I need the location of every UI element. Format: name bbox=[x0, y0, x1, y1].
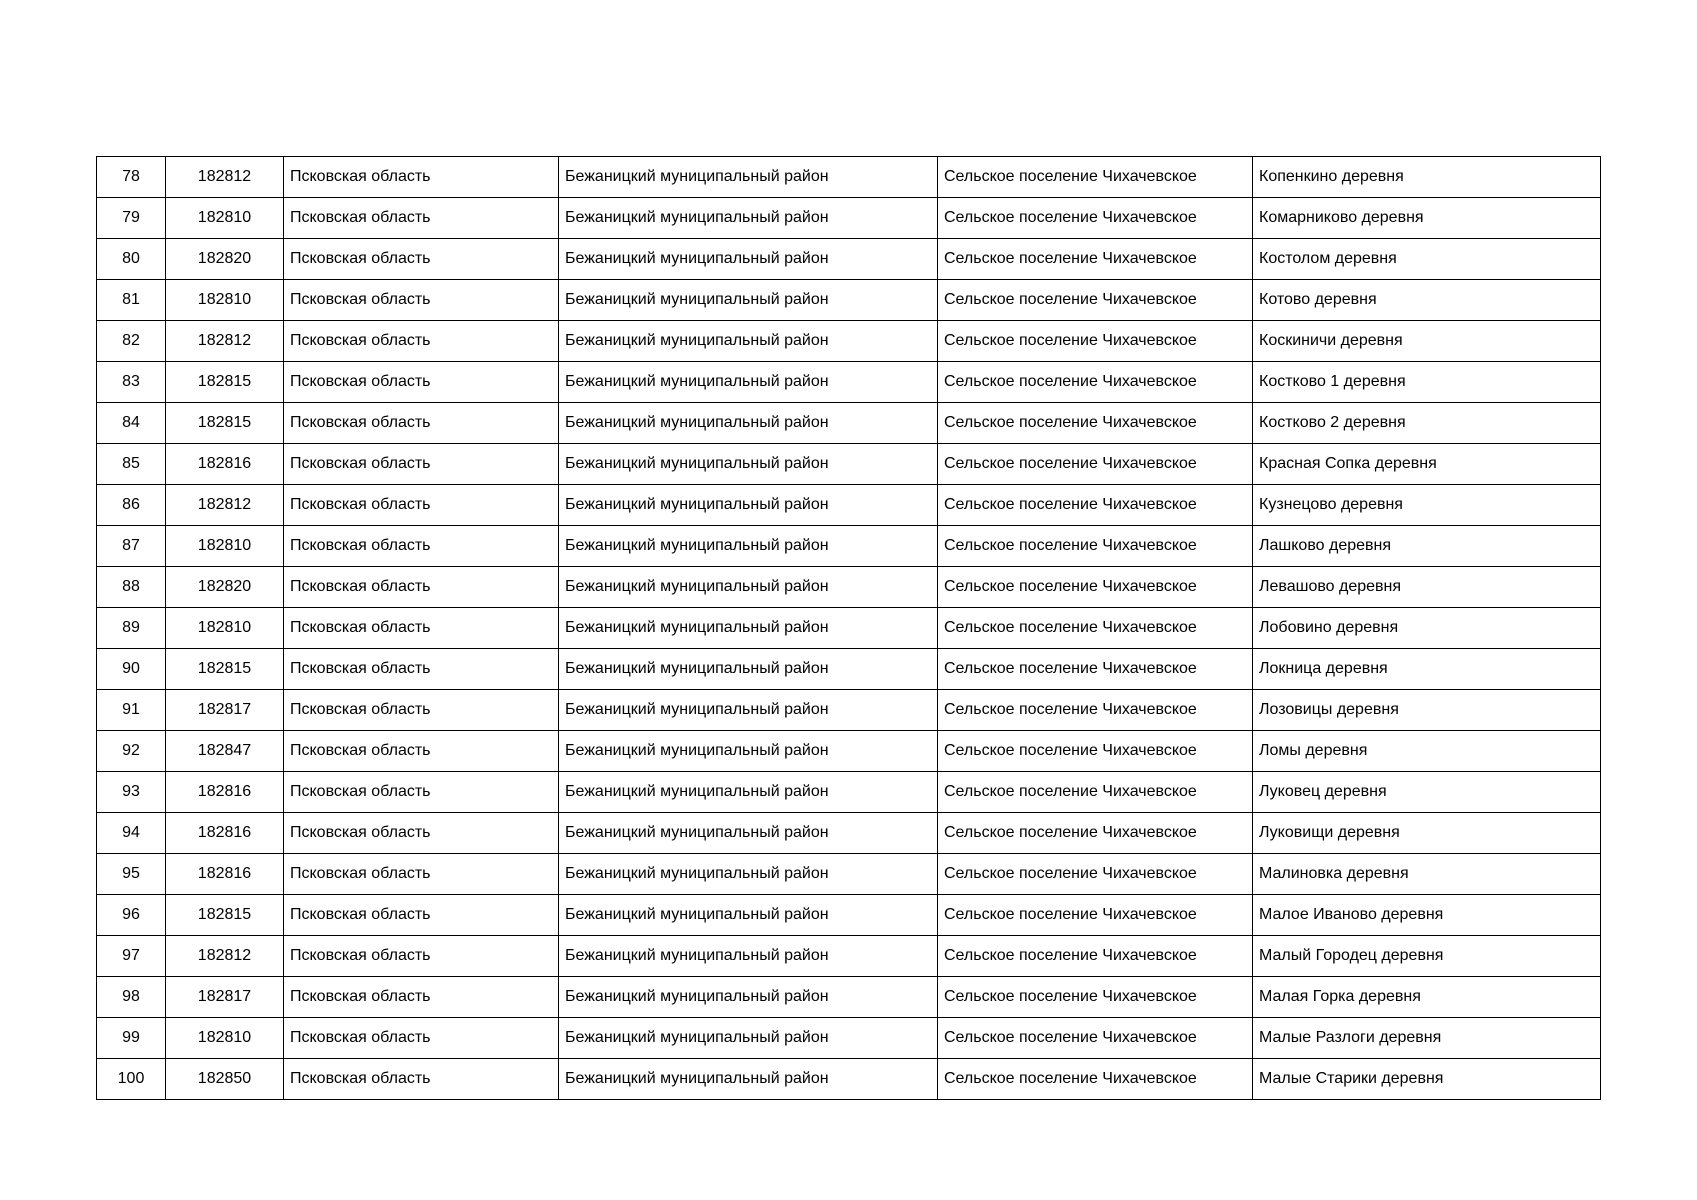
table-row bbox=[97, 936, 1601, 977]
locality-cell: Костково 1 деревня bbox=[1253, 362, 1601, 403]
settlement-cell: Сельское поселение Чихачевское bbox=[938, 362, 1253, 403]
settlement-cell: Сельское поселение Чихачевское bbox=[938, 608, 1253, 649]
row-number-cell: 82 bbox=[97, 321, 166, 362]
locality-cell: Кузнецово деревня bbox=[1253, 485, 1601, 526]
district-cell: Бежаницкий муниципальный район bbox=[559, 854, 938, 895]
table-row bbox=[97, 1059, 1601, 1100]
region-cell: Псковская область bbox=[284, 157, 559, 198]
locality-cell: Малые Разлоги деревня bbox=[1253, 1018, 1601, 1059]
district-cell: Бежаницкий муниципальный район bbox=[559, 1018, 938, 1059]
row-number-cell: 80 bbox=[97, 239, 166, 280]
locality-cell: Лашково деревня bbox=[1253, 526, 1601, 567]
postal-code-cell: 182816 bbox=[166, 854, 284, 895]
row-number-cell: 81 bbox=[97, 280, 166, 321]
postal-code-cell: 182816 bbox=[166, 813, 284, 854]
locality-cell: Лозовицы деревня bbox=[1253, 690, 1601, 731]
district-cell: Бежаницкий муниципальный район bbox=[559, 936, 938, 977]
table-row bbox=[97, 649, 1601, 690]
settlement-cell: Сельское поселение Чихачевское bbox=[938, 485, 1253, 526]
table-row bbox=[97, 567, 1601, 608]
postal-code-cell: 182850 bbox=[166, 1059, 284, 1100]
locality-cell: Костково 2 деревня bbox=[1253, 403, 1601, 444]
postal-code-cell: 182812 bbox=[166, 321, 284, 362]
row-number-cell: 78 bbox=[97, 157, 166, 198]
district-cell: Бежаницкий муниципальный район bbox=[559, 321, 938, 362]
locality-cell: Луковец деревня bbox=[1253, 772, 1601, 813]
postal-code-cell: 182816 bbox=[166, 772, 284, 813]
postal-code-cell: 182812 bbox=[166, 485, 284, 526]
district-cell: Бежаницкий муниципальный район bbox=[559, 813, 938, 854]
postal-code-cell: 182817 bbox=[166, 977, 284, 1018]
table-row bbox=[97, 444, 1601, 485]
region-cell: Псковская область bbox=[284, 895, 559, 936]
district-cell: Бежаницкий муниципальный район bbox=[559, 649, 938, 690]
settlements-table bbox=[96, 156, 1601, 1100]
table-row bbox=[97, 690, 1601, 731]
row-number-cell: 93 bbox=[97, 772, 166, 813]
region-cell: Псковская область bbox=[284, 403, 559, 444]
postal-code-cell: 182810 bbox=[166, 198, 284, 239]
row-number-cell: 88 bbox=[97, 567, 166, 608]
row-number-cell: 97 bbox=[97, 936, 166, 977]
table-row bbox=[97, 526, 1601, 567]
postal-code-cell: 182815 bbox=[166, 362, 284, 403]
row-number-cell: 84 bbox=[97, 403, 166, 444]
settlement-cell: Сельское поселение Чихачевское bbox=[938, 444, 1253, 485]
settlement-cell: Сельское поселение Чихачевское bbox=[938, 813, 1253, 854]
region-cell: Псковская область bbox=[284, 239, 559, 280]
district-cell: Бежаницкий муниципальный район bbox=[559, 731, 938, 772]
locality-cell: Локница деревня bbox=[1253, 649, 1601, 690]
document-page bbox=[96, 156, 1600, 1100]
locality-cell: Красная Сопка деревня bbox=[1253, 444, 1601, 485]
settlement-cell: Сельское поселение Чихачевское bbox=[938, 239, 1253, 280]
locality-cell: Малые Старики деревня bbox=[1253, 1059, 1601, 1100]
region-cell: Псковская область bbox=[284, 1018, 559, 1059]
row-number-cell: 89 bbox=[97, 608, 166, 649]
postal-code-cell: 182810 bbox=[166, 280, 284, 321]
district-cell: Бежаницкий муниципальный район bbox=[559, 1059, 938, 1100]
locality-cell: Левашово деревня bbox=[1253, 567, 1601, 608]
table-row bbox=[97, 731, 1601, 772]
region-cell: Псковская область bbox=[284, 280, 559, 321]
district-cell: Бежаницкий муниципальный район bbox=[559, 362, 938, 403]
table-row bbox=[97, 403, 1601, 444]
region-cell: Псковская область bbox=[284, 608, 559, 649]
table-row bbox=[97, 772, 1601, 813]
table-row bbox=[97, 1018, 1601, 1059]
postal-code-cell: 182847 bbox=[166, 731, 284, 772]
locality-cell: Малая Горка деревня bbox=[1253, 977, 1601, 1018]
postal-code-cell: 182815 bbox=[166, 649, 284, 690]
row-number-cell: 95 bbox=[97, 854, 166, 895]
district-cell: Бежаницкий муниципальный район bbox=[559, 608, 938, 649]
postal-code-cell: 182810 bbox=[166, 526, 284, 567]
district-cell: Бежаницкий муниципальный район bbox=[559, 485, 938, 526]
district-cell: Бежаницкий муниципальный район bbox=[559, 526, 938, 567]
locality-cell: Малый Городец деревня bbox=[1253, 936, 1601, 977]
table-row bbox=[97, 239, 1601, 280]
region-cell: Псковская область bbox=[284, 731, 559, 772]
settlement-cell: Сельское поселение Чихачевское bbox=[938, 649, 1253, 690]
postal-code-cell: 182812 bbox=[166, 936, 284, 977]
region-cell: Псковская область bbox=[284, 936, 559, 977]
row-number-cell: 92 bbox=[97, 731, 166, 772]
table-row bbox=[97, 485, 1601, 526]
postal-code-cell: 182820 bbox=[166, 567, 284, 608]
locality-cell: Лобовино деревня bbox=[1253, 608, 1601, 649]
postal-code-cell: 182820 bbox=[166, 239, 284, 280]
row-number-cell: 100 bbox=[97, 1059, 166, 1100]
table-body bbox=[97, 157, 1601, 1100]
region-cell: Псковская область bbox=[284, 813, 559, 854]
locality-cell: Коскиничи деревня bbox=[1253, 321, 1601, 362]
locality-cell: Луковищи деревня bbox=[1253, 813, 1601, 854]
settlement-cell: Сельское поселение Чихачевское bbox=[938, 936, 1253, 977]
locality-cell: Малиновка деревня bbox=[1253, 854, 1601, 895]
region-cell: Псковская область bbox=[284, 977, 559, 1018]
settlement-cell: Сельское поселение Чихачевское bbox=[938, 403, 1253, 444]
region-cell: Псковская область bbox=[284, 567, 559, 608]
district-cell: Бежаницкий муниципальный район bbox=[559, 977, 938, 1018]
postal-code-cell: 182817 bbox=[166, 690, 284, 731]
settlement-cell: Сельское поселение Чихачевское bbox=[938, 198, 1253, 239]
district-cell: Бежаницкий муниципальный район bbox=[559, 690, 938, 731]
row-number-cell: 90 bbox=[97, 649, 166, 690]
settlement-cell: Сельское поселение Чихачевское bbox=[938, 772, 1253, 813]
district-cell: Бежаницкий муниципальный район bbox=[559, 403, 938, 444]
table-row bbox=[97, 280, 1601, 321]
table-row bbox=[97, 854, 1601, 895]
locality-cell: Котово деревня bbox=[1253, 280, 1601, 321]
district-cell: Бежаницкий муниципальный район bbox=[559, 444, 938, 485]
postal-code-cell: 182812 bbox=[166, 157, 284, 198]
table-row bbox=[97, 157, 1601, 198]
table-row bbox=[97, 608, 1601, 649]
region-cell: Псковская область bbox=[284, 1059, 559, 1100]
row-number-cell: 86 bbox=[97, 485, 166, 526]
row-number-cell: 79 bbox=[97, 198, 166, 239]
postal-code-cell: 182815 bbox=[166, 895, 284, 936]
settlement-cell: Сельское поселение Чихачевское bbox=[938, 977, 1253, 1018]
settlement-cell: Сельское поселение Чихачевское bbox=[938, 157, 1253, 198]
row-number-cell: 83 bbox=[97, 362, 166, 403]
settlement-cell: Сельское поселение Чихачевское bbox=[938, 854, 1253, 895]
locality-cell: Костолом деревня bbox=[1253, 239, 1601, 280]
region-cell: Псковская область bbox=[284, 321, 559, 362]
settlement-cell: Сельское поселение Чихачевское bbox=[938, 280, 1253, 321]
postal-code-cell: 182810 bbox=[166, 608, 284, 649]
table-row bbox=[97, 977, 1601, 1018]
district-cell: Бежаницкий муниципальный район bbox=[559, 157, 938, 198]
row-number-cell: 91 bbox=[97, 690, 166, 731]
settlement-cell: Сельское поселение Чихачевское bbox=[938, 1018, 1253, 1059]
district-cell: Бежаницкий муниципальный район bbox=[559, 772, 938, 813]
region-cell: Псковская область bbox=[284, 485, 559, 526]
table-row bbox=[97, 198, 1601, 239]
locality-cell: Малое Иваново деревня bbox=[1253, 895, 1601, 936]
settlement-cell: Сельское поселение Чихачевское bbox=[938, 526, 1253, 567]
postal-code-cell: 182810 bbox=[166, 1018, 284, 1059]
locality-cell: Ломы деревня bbox=[1253, 731, 1601, 772]
row-number-cell: 87 bbox=[97, 526, 166, 567]
table-row bbox=[97, 813, 1601, 854]
region-cell: Псковская область bbox=[284, 526, 559, 567]
region-cell: Псковская область bbox=[284, 444, 559, 485]
region-cell: Псковская область bbox=[284, 198, 559, 239]
region-cell: Псковская область bbox=[284, 854, 559, 895]
region-cell: Псковская область bbox=[284, 649, 559, 690]
district-cell: Бежаницкий муниципальный район bbox=[559, 198, 938, 239]
district-cell: Бежаницкий муниципальный район bbox=[559, 567, 938, 608]
settlement-cell: Сельское поселение Чихачевское bbox=[938, 731, 1253, 772]
district-cell: Бежаницкий муниципальный район bbox=[559, 239, 938, 280]
row-number-cell: 94 bbox=[97, 813, 166, 854]
row-number-cell: 98 bbox=[97, 977, 166, 1018]
settlement-cell: Сельское поселение Чихачевское bbox=[938, 567, 1253, 608]
settlement-cell: Сельское поселение Чихачевское bbox=[938, 1059, 1253, 1100]
row-number-cell: 99 bbox=[97, 1018, 166, 1059]
postal-code-cell: 182816 bbox=[166, 444, 284, 485]
row-number-cell: 85 bbox=[97, 444, 166, 485]
locality-cell: Комарниково деревня bbox=[1253, 198, 1601, 239]
district-cell: Бежаницкий муниципальный район bbox=[559, 280, 938, 321]
postal-code-cell: 182815 bbox=[166, 403, 284, 444]
settlement-cell: Сельское поселение Чихачевское bbox=[938, 690, 1253, 731]
region-cell: Псковская область bbox=[284, 772, 559, 813]
settlement-cell: Сельское поселение Чихачевское bbox=[938, 895, 1253, 936]
settlement-cell: Сельское поселение Чихачевское bbox=[938, 321, 1253, 362]
table-row bbox=[97, 895, 1601, 936]
row-number-cell: 96 bbox=[97, 895, 166, 936]
district-cell: Бежаницкий муниципальный район bbox=[559, 895, 938, 936]
table-row bbox=[97, 362, 1601, 403]
region-cell: Псковская область bbox=[284, 690, 559, 731]
region-cell: Псковская область bbox=[284, 362, 559, 403]
locality-cell: Копенкино деревня bbox=[1253, 157, 1601, 198]
table-row bbox=[97, 321, 1601, 362]
